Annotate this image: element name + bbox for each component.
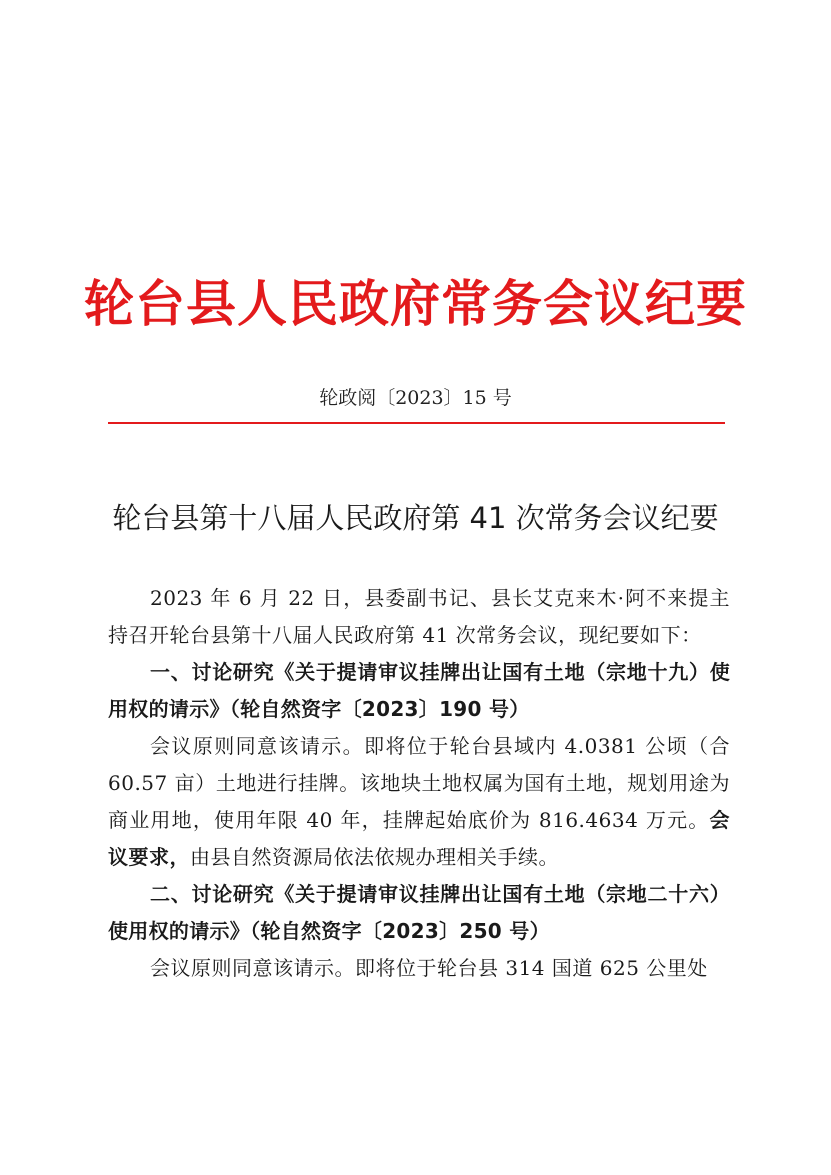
item-1-body bbox=[108, 728, 730, 876]
item-2-body: 会议原则同意该请示。即将位于轮台县 314 国道 625 公里处 bbox=[150, 956, 708, 980]
item-1-heading: 一、讨论研究《关于提请审议挂牌出让国有土地（宗地十九）使用权的请示》（轮自然资字〔2023〕190 号） bbox=[108, 660, 730, 721]
red-divider-line bbox=[108, 422, 725, 424]
meeting-title: 轮台县第十八届人民政府第 41 次常务会议纪要 bbox=[112, 501, 719, 535]
document-header-title: 轮台县人民政府常务会议纪要 bbox=[84, 275, 747, 333]
intro-paragraph: 2023 年 6 月 22 日，县委副书记、县长艾克来木·阿不来提主持召开轮台县第十八届人民政府第 41 次常务会议，现纪要如下： bbox=[108, 586, 730, 647]
item-2-heading: 二、讨论研究《关于提请审议挂牌出让国有土地（宗地二十六）使用权的请示》（轮自然资字〔2023〕250 号） bbox=[108, 882, 730, 943]
document-body bbox=[108, 580, 730, 987]
document-number: 轮政阅〔2023〕15 号 bbox=[319, 387, 512, 409]
item-1-requirement-label: 会议要求， bbox=[108, 808, 730, 869]
item-1-body-text: 会议原则同意该请示。即将位于轮台县域内 4.0381 公顷（合 60.57 亩）土地进行挂牌。该地块土地权属为国有土地，规划用途为商业用地，使用年限 40 年，挂牌起始底价为 816.4634 万元。 bbox=[108, 734, 730, 832]
item-1-requirement-text: 由县自然资源局依法依规办理相关手续。 bbox=[190, 845, 559, 869]
